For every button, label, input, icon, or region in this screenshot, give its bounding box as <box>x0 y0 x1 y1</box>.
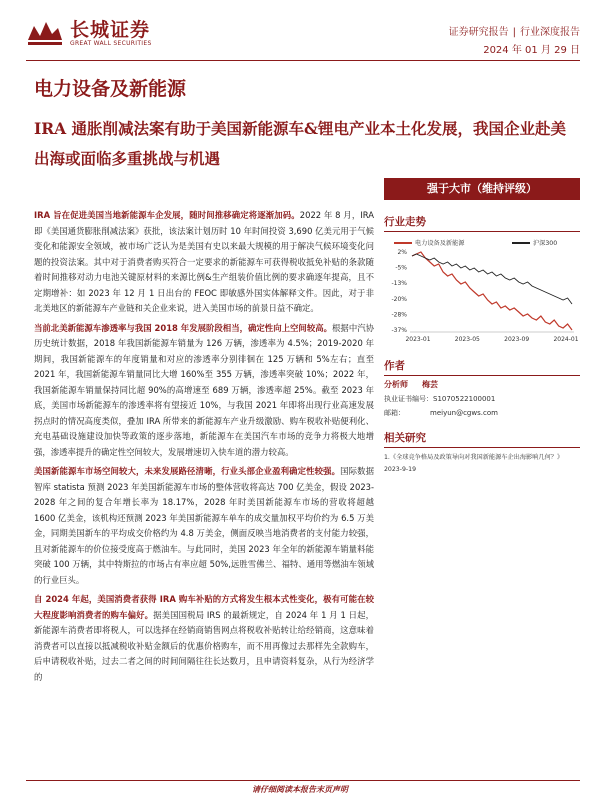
logo-name-cn: 长城证券 <box>70 18 151 41</box>
footer-disclaimer: 请仔细阅读本报告末页声明 <box>252 785 348 794</box>
license-label: 执业证书编号： <box>384 395 433 403</box>
great-wall-logo-icon <box>26 18 64 48</box>
legend-item-index <box>512 238 557 247</box>
legend-swatch-sector <box>394 242 412 244</box>
legend-swatch-index <box>512 242 530 244</box>
industry-trend-chart <box>384 236 580 348</box>
author-name: 梅芸 <box>422 380 438 389</box>
paragraph-1-lead: IRA 旨在促进美国当地新能源车企发展，随时间推移确定将逐渐加码。 <box>34 210 300 220</box>
industry-title: 电力设备及新能源 <box>34 78 187 100</box>
x-tick-label: 2023-09 <box>504 336 530 343</box>
y-tick-label: 2% <box>397 249 407 256</box>
paragraph-3-text: 国际数据智库 statista 预测 2023 年美国新能源车市场的整体营收将高达 700 亿美金，假设 2023-2028 年之间的复合年增长率为 18.17%，2028 年时美国新能源车市场的营收将超越 1600 亿美金，该机构还预测 2023 年美国新能源车单车的成交量加权平均价约为 6.5 万美金，同期美国新车的平均成交价格约为 4.8 万美金，侧面反映当地消费者的支付能力较强，且对新能源车的价位接受度高于燃油车。与此同时，美国 2023 年全年的新能源车销量料能突破 100 万辆，其中特斯拉的市场占有率应超 50%,远胜雪佛兰、福特、通用等燃油车领域的行业巨头。 <box>34 466 375 585</box>
author-role: 分析师 <box>384 380 408 389</box>
report-date: 2024 年 01 月 29 日 <box>483 45 580 56</box>
y-tick-label: -13% <box>391 280 407 288</box>
legend-label-index: 沪深300 <box>533 240 558 247</box>
report-body <box>34 208 374 689</box>
x-tick-label: 2024-01 <box>553 336 579 343</box>
report-type: 证券研究报告 <box>448 27 509 38</box>
paragraph-2-lead: 当前北美新能源车渗透率与我国 2018 年发展阶段相当，确定性向上空间较高。 <box>34 322 333 333</box>
trend-chart-svg <box>384 236 580 348</box>
header-divider <box>26 60 580 61</box>
logo-name-en: GREAT WALL SECURITIES <box>70 39 152 47</box>
paragraph-1 <box>34 208 374 317</box>
paragraph-2 <box>34 321 374 461</box>
author-names <box>384 378 580 392</box>
paragraph-4 <box>34 592 374 685</box>
author-info <box>384 378 580 420</box>
series-line-index <box>412 254 572 304</box>
related-item[interactable]: 1.《全球竞争格局及政策导向对我国新能源车企出海影响几何？》2023-9-19 <box>384 454 564 473</box>
footer-divider <box>26 780 580 781</box>
report-kind: 行业深度报告 <box>520 27 580 38</box>
email-address[interactable]: meiyun@cgws.com <box>430 409 498 417</box>
paragraph-1-text: 2022 年 8 月，IRA 即《美国通货膨胀削减法案》获批，该法案计划历时 10 年时间投资 3,690 亿美元用于气候变化和能源安全领域，被市场广泛认为是美国有史以来最大规模的用于解决气候环境变化问题的投资法案。其中对于消费者购买符合一定要求的新能源车可获得税收抵免补贴的条款随着时间推移对动力电池关键原材料的来源比例&生产组装价值比例的要求确逐年提高，且不定期增补：如 2023 年 12 月 1 日出台的 FEOC 即敏感外国实体解释文件。因此，对于非北美地区的新能源车产业链和关企业来说，进入美国市场的前景日益不确定。 <box>34 210 374 313</box>
y-tick-label: -20% <box>391 295 407 303</box>
company-logo <box>26 18 152 48</box>
author-section-title: 作者 <box>384 358 580 376</box>
report-headline: IRA 通胀削减法案有助于美国新能源车&锂电产业本土化发展，我国企业赴美出海或面临多重挑战与机遇 <box>34 119 567 168</box>
y-tick-label: -28% <box>391 311 407 319</box>
email-label: 邮箱： <box>384 409 405 417</box>
legend-label-sector: 电力设备及新能源 <box>415 240 465 247</box>
license-row <box>384 392 580 406</box>
rating-badge: 强于大市（维持评级） <box>384 178 580 200</box>
x-tick-label: 2023-01 <box>405 336 431 343</box>
paragraph-4-lead: 自 2024 年起，美国消费者获得 IRA 购车补贴的方式将发生根本式性变化，极有可能在较大程度影响消费者的购车偏好。 <box>34 594 374 620</box>
email-row <box>384 406 580 420</box>
report-meta: 证券研究报告 | 行业深度报告 2024 年 01 月 29 日 <box>449 24 580 60</box>
y-tick-label: -5% <box>395 264 407 272</box>
paragraph-4-text: 据美国国税局 IRS 的最新规定，自 2024 年 1 月 1 日起，新能源车消费者即将税人，可以选择在经销商销售网点将税收补贴转让给经销商，这意味着消费者可以直接以抵减税收补贴金额后的优惠价格购车，而不用再像过去那样先全款购车，后申请税收补贴，过去二者之间的时间间隔往往长达数月，且申请资料复杂，从行为经济学的 <box>34 609 375 682</box>
paragraph-3 <box>34 464 374 588</box>
related-research-list <box>384 452 580 476</box>
related-section-title: 相关研究 <box>384 430 580 448</box>
license-number: S1070522100001 <box>433 395 496 403</box>
x-tick-label: 2023-05 <box>454 336 480 343</box>
paragraph-3-lead: 美国新能源车市场空间较大，未来发展路径清晰，行业头部企业盈利确定性较强。 <box>34 466 341 476</box>
paragraph-2-text: 根据中汽协历史统计数据，2018 年我国新能源车销量为 126 万辆，渗透率为 4.5%；2019-2020 年期间，我国新能源车的年度销量和对应的渗透率分别徘徊在 125 万辆和 5%左右；直至 2021 年，我国新能源车销量同比大增 160%至 355 万辆，渗透率突破 10%；2022 年，我国新能源车销量保持同比超 90%的高增速至 689 万辆，渗透率超 25%。截至 2023 年底，美国市场新能源车的渗透率将有望接近 10%，与我国 2021 年即将出现行业高速发展拐点时的情况高度类似，叠加 IRA 所带来的新能源车产业升级激励、购车税收补贴便利化、充电基础设施建设加快等政策的逐步落地，新能源车在美国汽车市场的竞争力将极大地增强，渗透率提升的确定性空间较大，发展增速切入快车道的潜力较高。 <box>34 322 375 457</box>
legend-item-sector <box>394 238 465 247</box>
y-tick-label: -37% <box>391 327 407 334</box>
trend-section-title: 行业走势 <box>384 214 580 232</box>
series-line-sector <box>412 252 572 330</box>
